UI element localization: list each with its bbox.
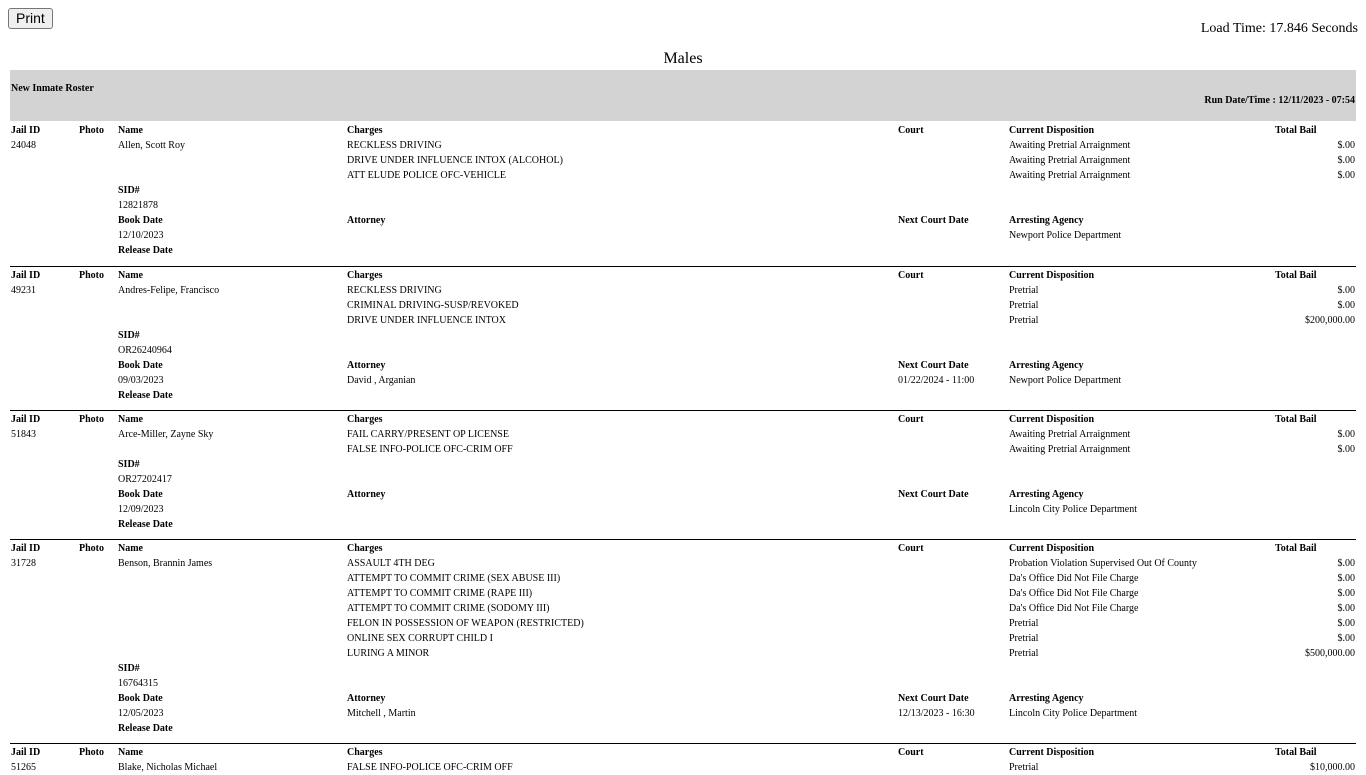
jail-id: 24048 xyxy=(11,140,36,151)
charges-label: Charges xyxy=(347,414,383,425)
charge-bail: $.00 xyxy=(1337,558,1355,569)
section-title: Males xyxy=(663,50,703,67)
sid-value: 12821878 xyxy=(118,200,158,211)
next-court-date: 12/13/2023 - 16:30 xyxy=(898,708,975,719)
charge-disposition: Da's Office Did Not File Charge xyxy=(1009,573,1139,584)
charge-disposition: Pretrial xyxy=(1009,618,1039,629)
court-label: Court xyxy=(898,747,924,758)
charge-disposition: Pretrial xyxy=(1009,300,1039,311)
charge: RECKLESS DRIVING xyxy=(347,285,442,296)
charge-disposition: Pretrial xyxy=(1009,633,1039,644)
charge-disposition: Awaiting Pretrial Arraignment xyxy=(1009,170,1131,181)
book-date: 12/05/2023 xyxy=(118,708,164,719)
next-court-date-label: Next Court Date xyxy=(898,693,969,704)
jail-id-label: Jail ID xyxy=(11,414,41,425)
total-bail-label: Total Bail xyxy=(1275,543,1317,554)
photo-label: Photo xyxy=(79,414,104,425)
arresting-agency-label: Arresting Agency xyxy=(1009,693,1084,704)
disposition-label: Current Disposition xyxy=(1009,125,1095,136)
charge: ONLINE SEX CORRUPT CHILD I xyxy=(347,633,493,644)
charge: FAIL CARRY/PRESENT OP LICENSE xyxy=(347,429,509,440)
jail-id-label: Jail ID xyxy=(11,543,41,554)
charge-disposition: Awaiting Pretrial Arraignment xyxy=(1009,140,1131,151)
court-label: Court xyxy=(898,414,924,425)
book-date-label: Book Date xyxy=(118,489,163,500)
jail-id: 51843 xyxy=(11,429,36,440)
photo-label: Photo xyxy=(79,543,104,554)
print-button[interactable]: Print xyxy=(8,8,53,29)
charge: ATT ELUDE POLICE OFC-VEHICLE xyxy=(347,170,506,181)
charges-label: Charges xyxy=(347,270,383,281)
name-label: Name xyxy=(118,125,143,136)
charge-bail: $10,000.00 xyxy=(1310,762,1355,773)
jail-id-label: Jail ID xyxy=(11,125,41,136)
name-label: Name xyxy=(118,270,143,281)
photo-label: Photo xyxy=(79,125,104,136)
charge-bail: $.00 xyxy=(1337,603,1355,614)
attorney-label: Attorney xyxy=(347,489,386,500)
total-bail-label: Total Bail xyxy=(1275,270,1317,281)
sid-label: SID# xyxy=(118,330,140,341)
charge: FELON IN POSSESSION OF WEAPON (RESTRICTED) xyxy=(347,618,584,629)
release-date-label: Release Date xyxy=(118,245,173,256)
charge-disposition: Da's Office Did Not File Charge xyxy=(1009,603,1139,614)
charge-bail: $.00 xyxy=(1337,285,1355,296)
disposition-label: Current Disposition xyxy=(1009,543,1095,554)
arresting-agency-label: Arresting Agency xyxy=(1009,360,1084,371)
attorney: Mitchell , Martin xyxy=(347,708,416,719)
inmate-name: Blake, Nicholas Michael xyxy=(118,762,218,773)
next-court-date-label: Next Court Date xyxy=(898,360,969,371)
arresting-agency-label: Arresting Agency xyxy=(1009,215,1084,226)
charge: RECKLESS DRIVING xyxy=(347,140,442,151)
next-court-date-label: Next Court Date xyxy=(898,489,969,500)
charge-bail: $.00 xyxy=(1337,170,1355,181)
next-court-date-label: Next Court Date xyxy=(898,215,969,226)
jail-id-label: Jail ID xyxy=(11,747,41,758)
inmate-name: Andres-Felipe, Francisco xyxy=(118,285,220,296)
charge-disposition: Da's Office Did Not File Charge xyxy=(1009,588,1139,599)
charge: DRIVE UNDER INFLUENCE INTOX xyxy=(347,315,506,326)
charge-bail: $.00 xyxy=(1337,618,1355,629)
inmate-name: Allen, Scott Roy xyxy=(118,140,185,151)
sid-label: SID# xyxy=(118,185,140,196)
total-bail-label: Total Bail xyxy=(1275,414,1317,425)
charge-bail: $.00 xyxy=(1337,633,1355,644)
photo-label: Photo xyxy=(79,747,104,758)
disposition-label: Current Disposition xyxy=(1009,747,1095,758)
charge-bail: $500,000.00 xyxy=(1305,648,1355,659)
charge-disposition: Pretrial xyxy=(1009,315,1039,326)
book-date: 09/03/2023 xyxy=(118,375,164,386)
next-court-date: 01/22/2024 - 11:00 xyxy=(898,375,975,386)
attorney-label: Attorney xyxy=(347,693,386,704)
total-bail-label: Total Bail xyxy=(1275,125,1317,136)
arresting-agency-label: Arresting Agency xyxy=(1009,489,1084,500)
release-date-label: Release Date xyxy=(118,723,173,734)
jail-id: 31728 xyxy=(11,558,36,569)
charge: FALSE INFO-POLICE OFC-CRIM OFF xyxy=(347,762,513,773)
charge-bail: $.00 xyxy=(1337,300,1355,311)
charge-disposition: Pretrial xyxy=(1009,648,1039,659)
charge-bail: $200,000.00 xyxy=(1305,315,1355,326)
book-date-label: Book Date xyxy=(118,693,163,704)
charge-disposition: Pretrial xyxy=(1009,762,1039,773)
jail-id: 51265 xyxy=(11,762,36,773)
attorney-label: Attorney xyxy=(347,215,386,226)
release-date-label: Release Date xyxy=(118,519,173,530)
charge: LURING A MINOR xyxy=(347,648,430,659)
charge: DRIVE UNDER INFLUENCE INTOX (ALCOHOL) xyxy=(347,155,563,166)
inmate-record xyxy=(10,410,1356,530)
arresting-agency: Newport Police Department xyxy=(1009,230,1122,241)
book-date: 12/09/2023 xyxy=(118,504,164,515)
charge-disposition: Awaiting Pretrial Arraignment xyxy=(1009,444,1131,455)
charge-disposition: Awaiting Pretrial Arraignment xyxy=(1009,155,1131,166)
court-label: Court xyxy=(898,125,924,136)
inmate-record xyxy=(10,539,1356,734)
sid-label: SID# xyxy=(118,459,140,470)
charges-label: Charges xyxy=(347,125,383,136)
charge-bail: $.00 xyxy=(1337,588,1355,599)
charges-label: Charges xyxy=(347,747,383,758)
jail-id-label: Jail ID xyxy=(11,270,41,281)
charge: ASSAULT 4TH DEG xyxy=(347,558,435,569)
roster-title: New Inmate Roster xyxy=(11,83,94,94)
court-label: Court xyxy=(898,270,924,281)
inmate-record xyxy=(10,743,1356,773)
inmate-record xyxy=(10,266,1356,401)
court-label: Court xyxy=(898,543,924,554)
charge: ATTEMPT TO COMMIT CRIME (SEX ABUSE III) xyxy=(347,573,561,584)
charge-bail: $.00 xyxy=(1337,155,1355,166)
inmate-name: Arce-Miller, Zayne Sky xyxy=(118,429,214,440)
charge: ATTEMPT TO COMMIT CRIME (RAPE III) xyxy=(347,588,533,599)
book-date-label: Book Date xyxy=(118,215,163,226)
jail-id: 49231 xyxy=(11,285,36,296)
charge-bail: $.00 xyxy=(1337,444,1355,455)
attorney-label: Attorney xyxy=(347,360,386,371)
arresting-agency: Newport Police Department xyxy=(1009,375,1122,386)
book-date: 12/10/2023 xyxy=(118,230,164,241)
total-bail-label: Total Bail xyxy=(1275,747,1317,758)
roster-banner xyxy=(10,70,1356,121)
charges-label: Charges xyxy=(347,543,383,554)
charge-bail: $.00 xyxy=(1337,140,1355,151)
name-label: Name xyxy=(118,414,143,425)
charge: FALSE INFO-POLICE OFC-CRIM OFF xyxy=(347,444,513,455)
charge: CRIMINAL DRIVING-SUSP/REVOKED xyxy=(347,300,519,311)
sid-value: OR26240964 xyxy=(118,345,172,356)
inmate-name: Benson, Brannin James xyxy=(118,558,213,569)
sid-label: SID# xyxy=(118,663,140,674)
arresting-agency: Lincoln City Police Department xyxy=(1009,504,1138,515)
run-datetime: Run Date/Time : 12/11/2023 - 07:54 xyxy=(1204,95,1355,106)
charge: ATTEMPT TO COMMIT CRIME (SODOMY III) xyxy=(347,603,550,614)
arresting-agency: Lincoln City Police Department xyxy=(1009,708,1138,719)
load-time: Load Time: 17.846 Seconds xyxy=(1200,21,1358,36)
sid-value: OR27202417 xyxy=(118,474,172,485)
book-date-label: Book Date xyxy=(118,360,163,371)
disposition-label: Current Disposition xyxy=(1009,414,1095,425)
charge-bail: $.00 xyxy=(1337,429,1355,440)
charge-bail: $.00 xyxy=(1337,573,1355,584)
charge-disposition: Pretrial xyxy=(1009,285,1039,296)
name-label: Name xyxy=(118,543,143,554)
name-label: Name xyxy=(118,747,143,758)
charge-disposition: Probation Violation Supervised Out Of County xyxy=(1009,558,1197,569)
sid-value: 16764315 xyxy=(118,678,158,689)
charge-disposition: Awaiting Pretrial Arraignment xyxy=(1009,429,1131,440)
release-date-label: Release Date xyxy=(118,390,173,401)
disposition-label: Current Disposition xyxy=(1009,270,1095,281)
attorney: David , Arganian xyxy=(347,375,416,386)
photo-label: Photo xyxy=(79,270,104,281)
